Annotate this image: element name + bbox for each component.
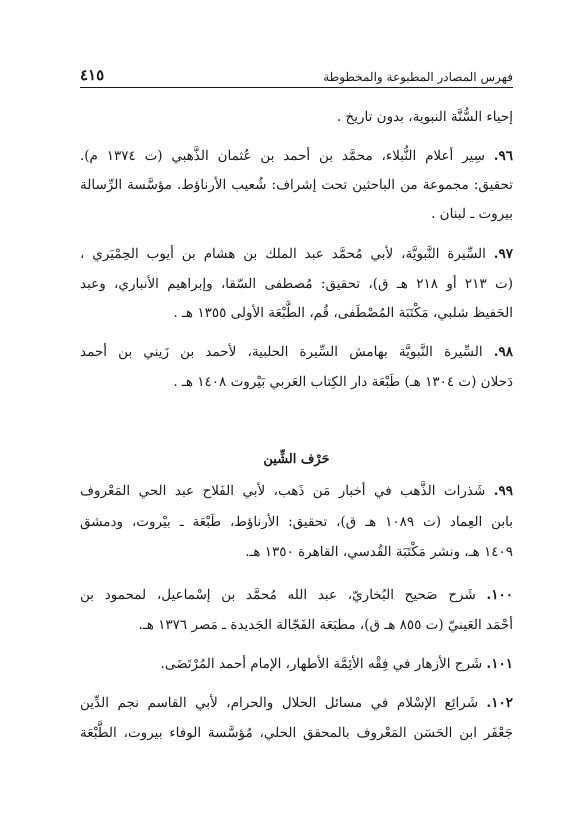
- page-number: ٤١٥: [80, 66, 105, 84]
- entry-100-line-2: أحْمَد العَينيّ (ت ٨٥٥ هـ ق)، مطبَعَة الفَجّالة الجَديدة ـ مَصر ١٣٧٦ هـ.: [138, 617, 513, 633]
- entry-number: ٩٨.: [493, 344, 513, 360]
- running-title: فهرس المصادر المطبوعة والمخطوطة: [323, 70, 513, 84]
- entry-99-line-3: ١٤٠٩ هـ، ونشر مَكْتَبَة القُدسي، القاهرة ١٣٥٠ هـ.: [245, 544, 513, 560]
- entry-number: ٩٩.: [493, 483, 513, 499]
- entry-number: ١٠٢.: [486, 695, 513, 711]
- entry-97-line-2: (ت ٢١٣ أو ٢١٨ هـ ق)، تحقيق: مُصطفى السّقا، وإبراهيم الأنباري، وعبد: [80, 276, 513, 292]
- entry-97-line-1: ٩٧. السِّيرة النَّبويَّة، لأبي مُحمَّد عبد الملك بن هشام بن أيوب الحِمْيَري ،: [80, 246, 514, 262]
- entry-99-line-1: ٩٩. شَذرات الذَّهب في أخبار مَن ذَهب، لأبي الفَلاح عبد الحي المَعْروف: [80, 483, 513, 499]
- entry-number: ١٠٠.: [486, 587, 514, 603]
- entry-98-line-1: ٩٨. السِّيرة النَّبويَّة بهامش السِّيرة الحلبية، لأحمد بن زَيني بن أحمد: [80, 344, 513, 360]
- entry-102-line-1: ١٠٢. شَرائِع الإسْلام في مسائل الحلال والحرام، لأبي القاسم نجم الدِّين: [80, 695, 513, 711]
- entry-97-line-3: الحَفيظ شلبي، مَكْتَبَة المُصْطَفى، قُم، الطَّبْعَة الأولى ١٣٥٥ هـ .: [173, 305, 513, 321]
- entry-101-line-1: ١٠١. شَرح الأزهار في فِقْه الأئِمَّة الأطهار، الإمام أحمد المُرْتَضَى.: [160, 656, 513, 672]
- entry-96-line-2: تحقيق: مجموعة من الباحثين تحت إشراف: شُعيب الأرناؤط. مؤسَّسة الرِّسالة: [80, 177, 513, 193]
- entry-98-line-2: دَحلان (ت ١٣٠٤ هـ) طَبْعَة دار الكِتاب العَربي بَيْروت ١٤٠٨ هـ .: [173, 374, 513, 390]
- running-header: [80, 58, 513, 88]
- text-line: إحياء السُّنَّة النبوية، بدون تاريخ .: [336, 109, 513, 125]
- section-heading: حَرْف الشِّين: [263, 452, 330, 467]
- entry-100-line-1: ١٠٠. شَرح صَحيح البُخاريّ، عبد الله مُحمَّد بن إسْماعيل، لمحمود بن: [80, 587, 514, 603]
- entry-number: ٩٦.: [493, 148, 513, 164]
- entry-number: ١٠١.: [486, 656, 513, 672]
- entry-number: ٩٧.: [493, 246, 514, 262]
- entry-99-line-2: بابن العِماد (ت ١٠٨٩ هـ ق)، تحقيق: الأرناؤط، طَبْعَة ـ بيْروت، ودمشق: [80, 514, 513, 530]
- entry-96-line-3: بيروت ـ لبنان .: [431, 206, 513, 222]
- entry-96-line-1: ٩٦. سِير أعلام النُّبلاء، محمَّد بن أحمد بن عُثمان الذَّهبي (ت ١٣٧٤ م).: [80, 148, 513, 164]
- entry-102-line-2: جَعْفَر ابن الحَسَن المَعْروف بالمحقق الحلي، مُؤسَّسة الوفاء بيروت، الطَّبْعَة: [80, 725, 513, 741]
